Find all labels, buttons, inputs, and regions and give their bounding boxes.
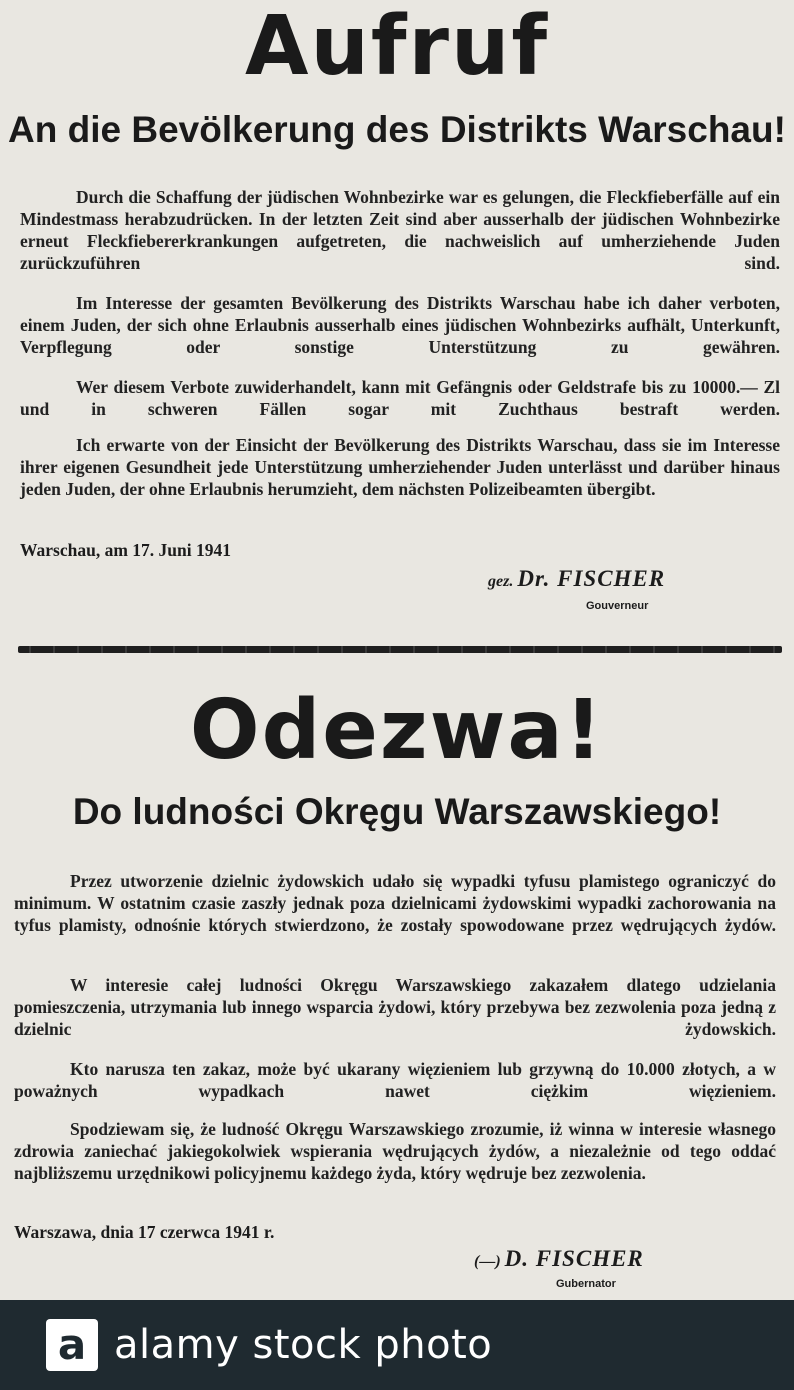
german-paragraph-3: Wer diesem Verbote zuwiderhandelt, kann mit Gefängnis oder Geldstrafe bis zu 10000.— Zl und in schweren Fällen sogar mit Zuchthaus bestraft werden.: [20, 377, 780, 419]
polish-signature-prefix: (—): [474, 1253, 501, 1270]
german-paragraph-1: Durch die Schaffung der jüdischen Wohnbezirke war es gelungen, die Fleckfieberfälle auf ein Mindestmass herabzudrücken. In der letzten Zeit sind aber ausserhalb der jüdischen Wohnbezirke erneut Fleckfiebererkrankungen aufgetreten, die nachweislich auf umherziehende Juden zurückzuführen sind.: [20, 187, 780, 273]
german-place-date: Warschau, am 17. Juni 1941: [20, 540, 231, 560]
polish-signature: [474, 1246, 644, 1272]
watermark-footer: [0, 1300, 794, 1390]
alamy-brand-text: alamy stock photo: [114, 1322, 493, 1368]
section-divider: [18, 646, 782, 653]
german-signature-title: Gouverneur: [586, 600, 649, 612]
polish-subhead: Do ludności Okręgu Warszawskiego!: [72, 791, 722, 832]
german-signature: [488, 566, 665, 592]
polish-place-date: Warszawa, dnia 17 czerwca 1941 r.: [14, 1222, 275, 1242]
polish-signature-name: D. FISCHER: [504, 1246, 644, 1271]
polish-paragraph-4: Spodziewam się, że ludność Okręgu Warszawskiego zrozumie, iż winna w interesie własnego zdrowia zaniechać jakiegokolwiek wspierania wędrujących żydów, a niezależnie od tego oddać najbliższemu urzędnikowi policyjnemu każdego żyda, który wędruje bez zezwolenia.: [14, 1119, 776, 1183]
polish-signature-title: Gubernator: [556, 1278, 616, 1290]
polish-headline: Odezwa!: [189, 683, 605, 778]
german-signature-prefix: gez.: [488, 573, 514, 590]
german-subhead: An die Bevölkerung des Distrikts Warschau!: [8, 109, 786, 150]
german-headline: Aufruf: [244, 0, 549, 94]
polish-paragraph-3: Kto narusza ten zakaz, może być ukarany więzieniem lub grzywną do 10.000 złotych, a w poważnych wypadkach nawet ciężkim więzieniem.: [14, 1059, 776, 1101]
polish-paragraph-2: W interesie całej ludności Okręgu Warszawskiego zakazałem dlatego udzielania pomieszczenia, utrzymania lub innego wsparcia żydowi, który przebywa bez zezwolenia poza jedną z dzielnic żydowskich.: [14, 975, 776, 1039]
german-paragraph-2: Im Interesse der gesamten Bevölkerung des Distrikts Warschau habe ich daher verboten, einem Juden, der sich ohne Erlaubnis ausserhalb eines jüdischen Wohnbezirks aufhält, Unterkunft, Verpflegung oder sonstige Unterstützung zu gewähren.: [20, 293, 780, 357]
german-paragraph-4: Ich erwarte von der Einsicht der Bevölkerung des Distrikts Warschau, dass sie im Interesse ihrer eigenen Gesundheit jede Unterstützung umherziehender Juden unterlässt und darüber hinaus jeden Juden, der ohne Erlaubnis herumzieht, dem nächsten Polizeibeamten übergibt.: [20, 435, 780, 499]
alamy-logo-icon: a: [46, 1319, 98, 1371]
polish-paragraph-1: Przez utworzenie dzielnic żydowskich udało się wypadki tyfusu plamistego ograniczyć do minimum. W ostatnim czasie zaszły jednak poza dzielnicami żydowskimi wypadki zachorowania na tyfus plamisty, odnośnie których stwierdzono, że zostały spowodowane przez wędrujących żydów.: [14, 871, 776, 935]
german-signature-name: Dr. FISCHER: [517, 566, 666, 591]
